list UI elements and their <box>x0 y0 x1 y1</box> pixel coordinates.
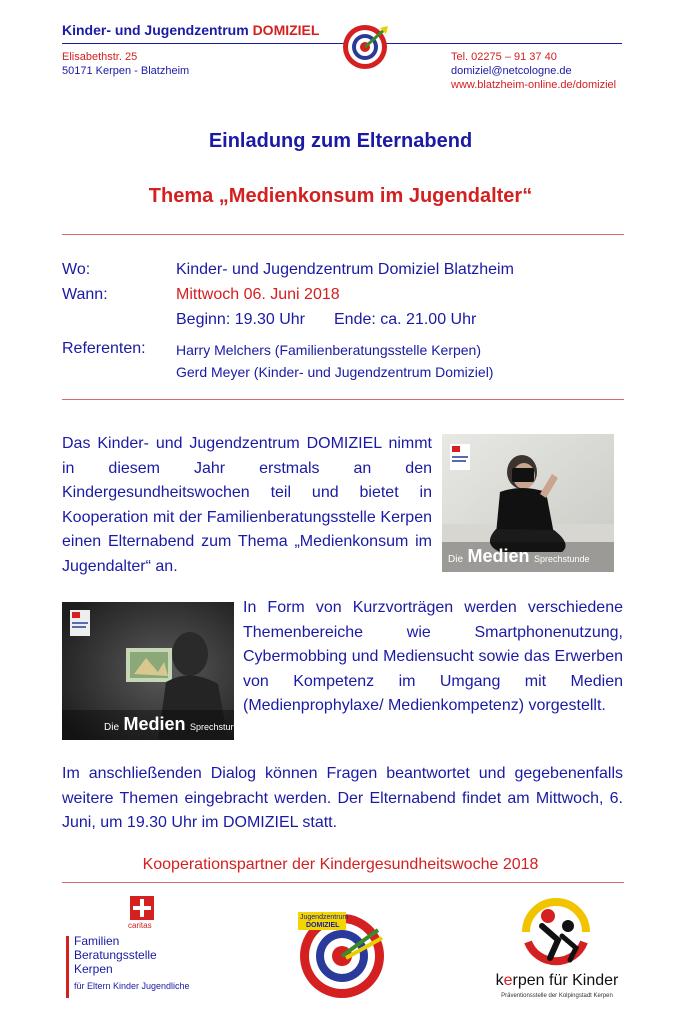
domiziel-partner-logo <box>294 904 390 1000</box>
page-subtitle: Thema „Medienkonsum im Jugendalter“ <box>148 185 533 207</box>
separator-middle <box>62 399 624 400</box>
begin-time: Beginn: 19.30 Uhr <box>176 311 305 328</box>
address-street: Elisabethstr. 25 <box>62 51 138 63</box>
end-time: Ende: ca. 21.00 Uhr <box>334 311 477 328</box>
kerpen-wordmark: kerpen für Kinder <box>495 972 619 989</box>
separator-top <box>62 234 624 235</box>
kerpen-letter-k: k <box>495 972 504 989</box>
domiziel-target-logo <box>340 24 390 70</box>
zielgruppe-line: für Eltern Kinder Jugendliche <box>74 981 190 991</box>
photo-2-medien: Medien <box>123 714 186 734</box>
logo-accent-bar <box>66 936 69 998</box>
speaker-2: Gerd Meyer (Kinder- und Jugendzentrum Domiziel) <box>176 364 494 380</box>
photo-1-caption <box>448 546 589 567</box>
photo-1-die: Die <box>448 554 464 565</box>
familienberatungsstelle-logo <box>62 892 212 1002</box>
photo-1-medien: Medien <box>467 546 530 566</box>
when-label: Wann: <box>62 286 108 303</box>
org-name-text: Kinder- und Jugendzentrum <box>62 22 249 38</box>
closing-paragraph: Im anschließenden Dialog können Fragen beantwortet und gegebenenfalls weitere Themen eingebracht werden. Der Elternabend findet am Mittwoch, 6. Juni, um 19.30 Uhr im DOMIZIEL statt. <box>62 765 623 831</box>
where-value: Kinder- und Jugendzentrum Domiziel Blatzheim <box>176 261 514 278</box>
kerpen-fuer-kinder-logo <box>482 894 632 1006</box>
separator-bottom <box>62 882 624 883</box>
kerpen-line: Kerpen <box>74 962 113 976</box>
program-paragraph: In Form von Kurzvorträgen werden verschiedene Themenbereiche wie Smartphonenutzung, Cybermobbing und Mediensucht sowie das Erwerben von Kompetenz im Umgang mit Medien (Medienprophylaxe/ Medienkompetenz) vorgestellt. <box>243 599 623 714</box>
page-title: Einladung zum Elternabend <box>208 130 473 152</box>
kerpen-tagline: Präventionsstelle der Kolpingstadt Kerpen <box>501 993 613 999</box>
beratungsstelle-line: Beratungsstelle <box>74 948 157 962</box>
caritas-badge-text: caritas <box>128 921 152 930</box>
caritas-cross-icon <box>130 896 154 920</box>
header-email[interactable]: domiziel@netcologne.de <box>451 65 572 77</box>
familienberatung-text <box>74 934 190 993</box>
address-city: 50171 Kerpen - Blatzheim <box>62 65 190 77</box>
domiziel-badge <box>300 914 348 930</box>
photo-2-caption <box>104 714 245 735</box>
intro-paragraph: Das Kinder- und Jugendzentrum DOMIZIEL nimmt in diesem Jahr erstmals an den Kindergesundheitswochen teil und bietet in Kooperation mit der Familienberatungsstelle Kerpen einen Elternabend zum Thema „Medienkonsum im Jugendalter“ an. <box>62 435 432 575</box>
photo-2-die: Die <box>104 722 120 733</box>
domiziel-badge-line1: Jugendzentrum <box>300 914 349 921</box>
where-label: Wo: <box>62 261 91 278</box>
kerpen-figures-icon <box>518 896 594 968</box>
speakers-label: Referenten: <box>62 340 146 357</box>
speaker-1: Harry Melchers (Familienberatungsstelle Kerpen) <box>176 342 482 358</box>
photo-2-sprechstunde: Sprechstunde <box>189 722 246 732</box>
org-highlight-text: DOMIZIEL <box>252 22 320 38</box>
medien-sprechstunde-photo-1 <box>442 434 614 572</box>
when-value: Mittwoch 06. Juni 2018 <box>176 286 340 303</box>
header-org-name <box>62 22 319 38</box>
familien-line: Familien <box>74 934 120 948</box>
photo-1-sprechstunde: Sprechstunde <box>533 554 590 564</box>
header-phone: Tel. 02275 – 91 37 40 <box>451 51 557 63</box>
domiziel-badge-line2: DOMIZIEL <box>306 922 340 929</box>
medien-sprechstunde-photo-2 <box>62 602 246 740</box>
partners-heading: Kooperationspartner der Kindergesundheitswoche 2018 <box>142 856 539 873</box>
header-web[interactable]: www.blatzheim-online.de/domiziel <box>451 79 617 91</box>
kerpen-name-rest: rpen für Kinder <box>512 972 619 989</box>
